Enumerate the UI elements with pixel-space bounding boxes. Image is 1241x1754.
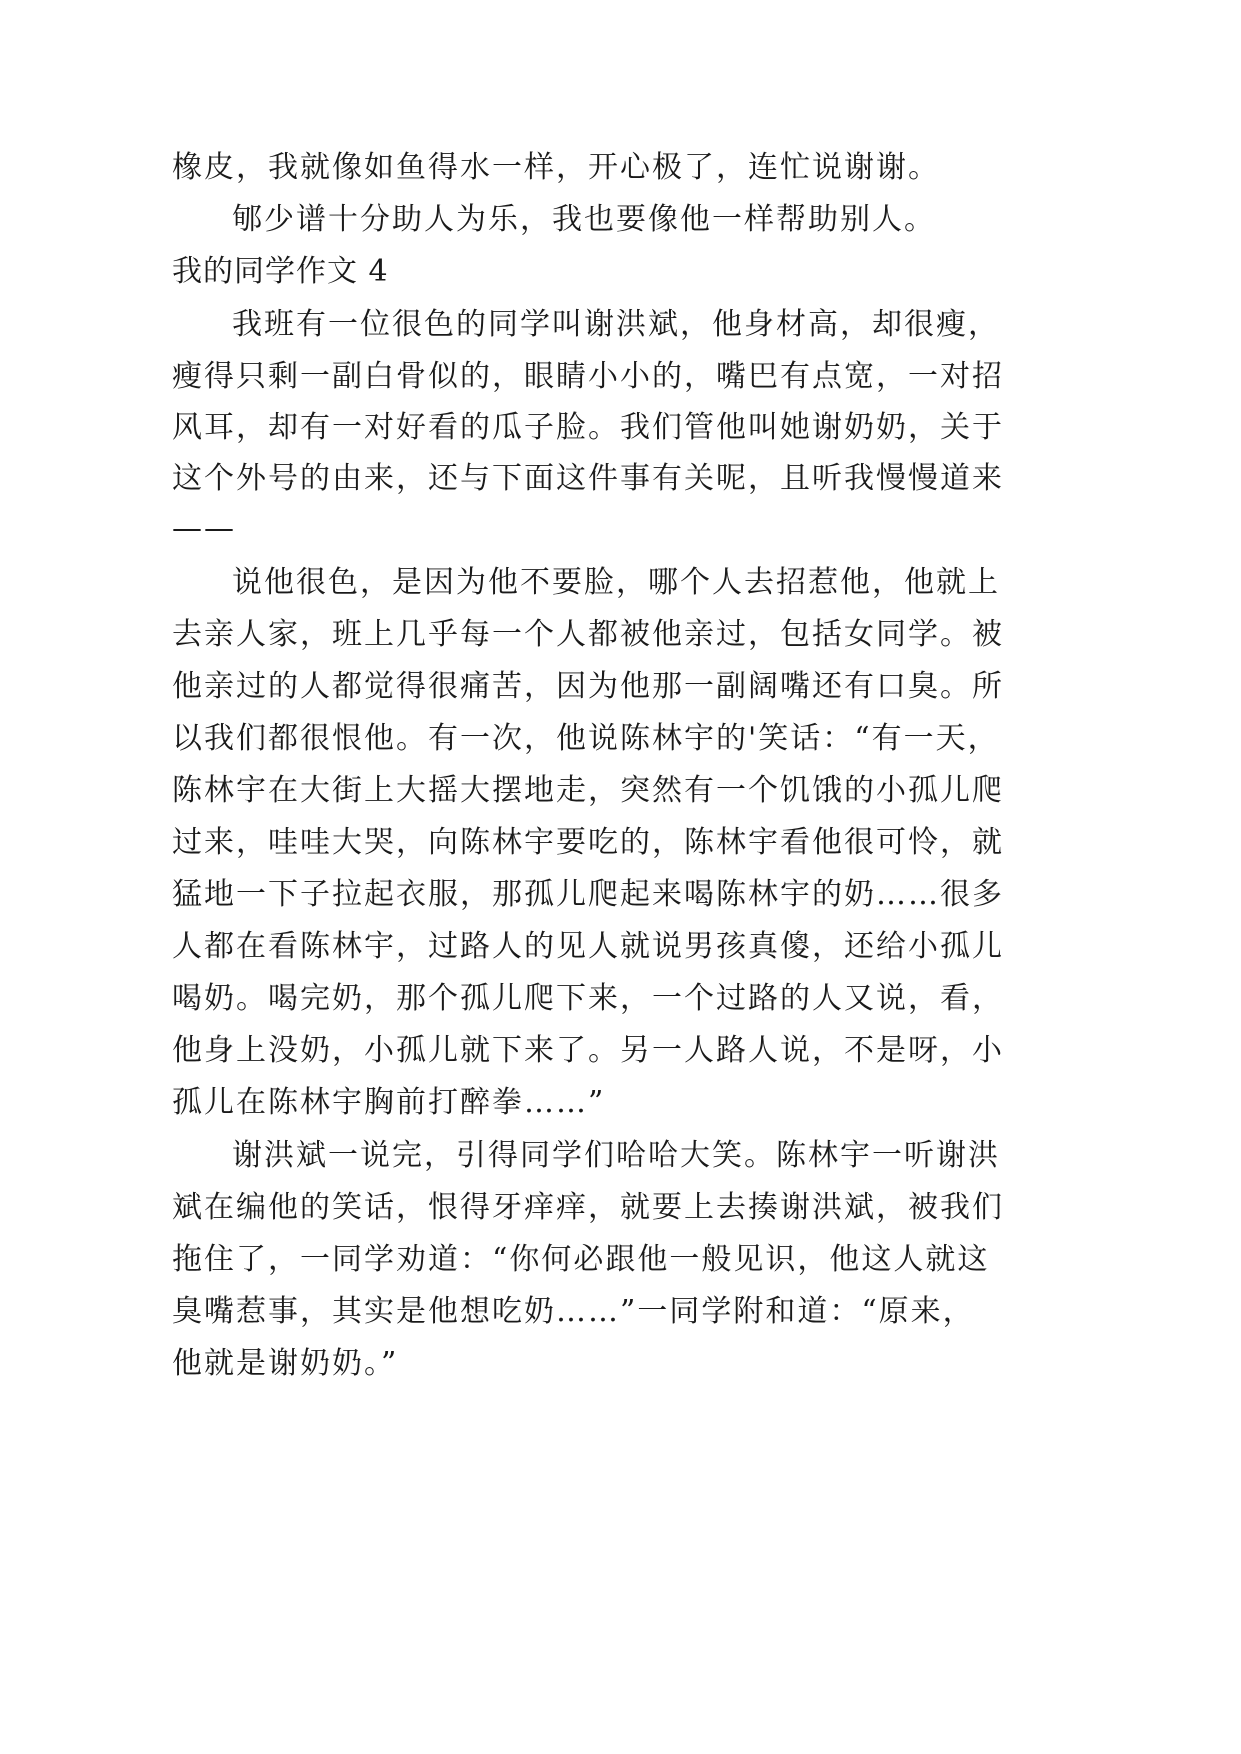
text-line: 去亲人家，班上几乎每一个人都被他亲过，包括女同学。被 [172,617,1004,652]
text-line: 他身上没奶，小孤儿就下来了。另一人路人说，不是呀，小 [172,1033,1004,1068]
text-line: 我班有一位很色的同学叫谢洪斌，他身材高，却很瘦， [232,307,1000,342]
text-line: 瘦得只剩一副白骨似的，眼睛小小的，嘴巴有点宽，一对招 [172,359,1004,394]
text-line: 孤儿在陈林宇胸前打醉拳……” [172,1085,606,1120]
text-line: 说他很色，是因为他不要脸，哪个人去招惹他，他就上 [232,565,1000,600]
text-line: 斌在编他的笑话，恨得牙痒痒，就要上去揍谢洪斌，被我们 [172,1190,1004,1225]
text-line: 喝奶。喝完奶，那个孤儿爬下来，一个过路的人又说，看， [172,981,1004,1016]
text-line: 郇少谱十分助人为乐，我也要像他一样帮助别人。 [232,202,936,237]
text-line: 陈林宇在大街上大摇大摆地走，突然有一个饥饿的小孤儿爬 [172,773,1004,808]
text-line: 谢洪斌一说完，引得同学们哈哈大笑。陈林宇一听谢洪 [232,1138,1000,1173]
text-line: 橡皮，我就像如鱼得水一样，开心极了，连忙说谢谢。 [172,150,940,185]
text-line: —— [172,511,236,546]
text-line: 风耳，却有一对好看的瓜子脸。我们管他叫她谢奶奶，关于 [172,410,1004,445]
text-line: 猛地一下子拉起衣服，那孤儿爬起来喝陈林宇的奶……很多 [172,877,1004,912]
text-line: 以我们都很恨他。有一次，他说陈林宇的'笑话：“有一天， [172,721,1000,756]
text-line: 这个外号的由来，还与下面这件事有关呢，且听我慢慢道来 [172,461,1004,496]
text-line: 人都在看陈林宇，过路人的见人就说男孩真傻，还给小孤儿 [172,929,1004,964]
text-line: 臭嘴惹事，其实是他想吃奶……”一同学附和道：“原来， [172,1294,975,1329]
text-line: 他就是谢奶奶。” [172,1346,399,1381]
text-line: 拖住了，一同学劝道：“你何必跟他一般见识，他这人就这 [172,1242,990,1277]
section-heading: 我的同学作文 4 [172,254,389,289]
text-line: 过来，哇哇大哭，向陈林宇要吃的，陈林宇看他很可怜，就 [172,825,1004,860]
text-line: 他亲过的人都觉得很痛苦，因为他那一副阔嘴还有口臭。所 [172,669,1004,704]
